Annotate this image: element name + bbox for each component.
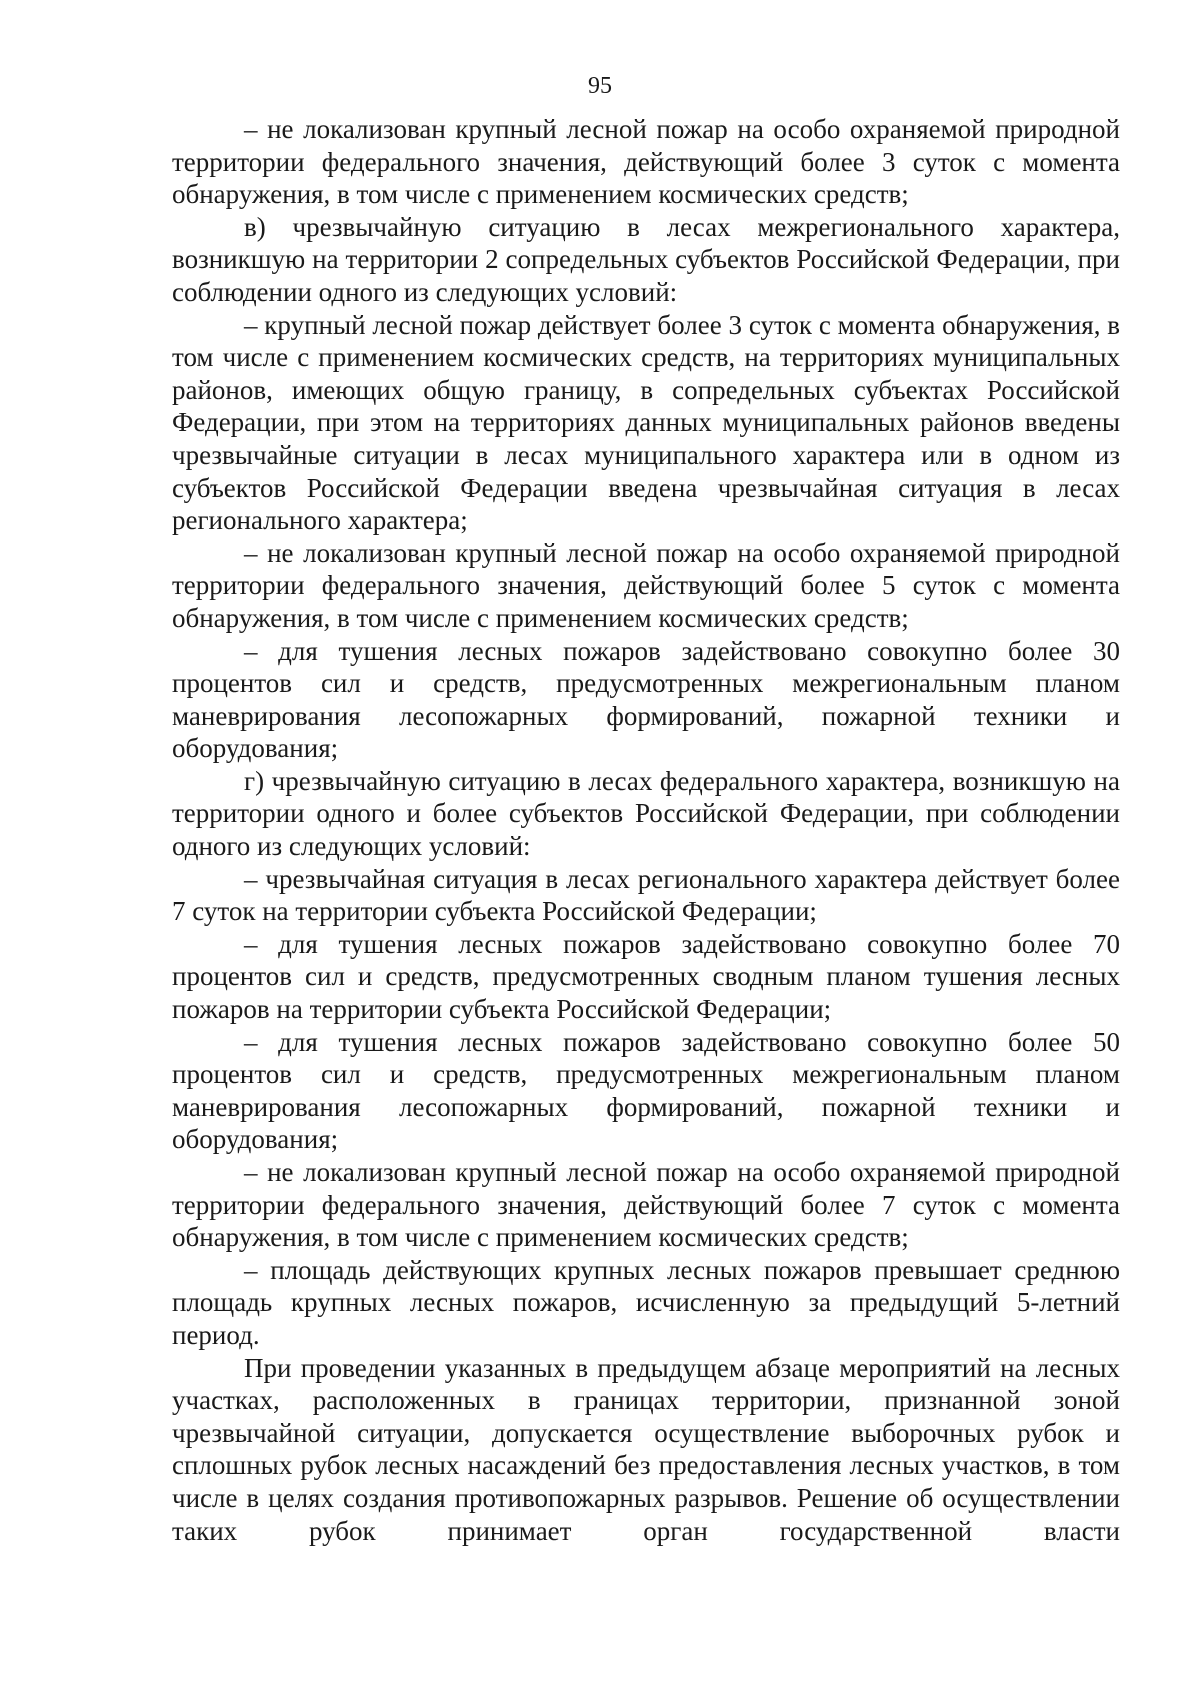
- paragraph: – не локализован крупный лесной пожар на особо охраняемой природной территории федерального значения, действующий более 3 суток с момента обнаружения, в том числе с применением космических средств;: [172, 114, 1120, 210]
- paragraph: – площадь действующих крупных лесных пожаров превышает среднюю площадь крупных лесных пожаров, исчисленную за предыдущий 5-летний период.: [172, 1254, 1120, 1350]
- paragraph: в) чрезвычайную ситуацию в лесах межрегионального характера, возникшую на территории 2 сопредельных субъектов Российской Федерации, при соблюдении одного из следующих условий:: [172, 211, 1120, 307]
- paragraph: – для тушения лесных пожаров задействовано совокупно более 50 процентов сил и средств, предусмотренных межрегиональным планом маневрирования лесопожарных формирований, пожарной техники и оборудования;: [172, 1026, 1120, 1155]
- paragraph: – не локализован крупный лесной пожар на особо охраняемой природной территории федерального значения, действующий более 7 суток с момента обнаружения, в том числе с применением космических средств;: [172, 1157, 1120, 1253]
- paragraph: – для тушения лесных пожаров задействовано совокупно более 70 процентов сил и средств, предусмотренных сводным планом тушения лесных пожаров на территории субъекта Российской Федерации;: [172, 928, 1120, 1025]
- document-body: [172, 113, 1120, 1547]
- paragraph: – крупный лесной пожар действует более 3 суток с момента обнаружения, в том числе с применением космических средств, на территориях муниципальных районов, имеющих общую границу, в сопредельных субъектах Российской Федерации, при этом на территориях данных муниципальных районов введены чрезвычайные ситуации в лесах муниципального характера или в одном из субъектов Российской Федерации введена чрезвычайная ситуация в лесах регионального характера;: [172, 309, 1120, 536]
- paragraph: – чрезвычайная ситуация в лесах регионального характера действует более 7 суток на территории субъекта Российской Федерации;: [172, 863, 1120, 927]
- paragraph: При проведении указанных в предыдущем абзаце мероприятий на лесных участках, расположенных в границах территории, признанной зоной чрезвычайной ситуации, допускается осуществление выборочных рубок и сплошных рубок лесных насаждений без предоставления лесных участков, в том числе в целях создания противопожарных разрывов. Решение об осуществлении таких рубок принимает орган государственной власти: [172, 1352, 1120, 1546]
- paragraph: г) чрезвычайную ситуацию в лесах федерального характера, возникшую на территории одного и более субъектов Российской Федерации, при соблюдении одного из следующих условий:: [172, 765, 1120, 862]
- paragraph: – для тушения лесных пожаров задействовано совокупно более 30 процентов сил и средств, предусмотренных межрегиональным планом маневрирования лесопожарных формирований, пожарной техники и оборудования;: [172, 635, 1120, 764]
- page-number: 95: [588, 73, 612, 99]
- paragraph: – не локализован крупный лесной пожар на особо охраняемой природной территории федерального значения, действующий более 5 суток с момента обнаружения, в том числе с применением космических средств;: [172, 537, 1120, 633]
